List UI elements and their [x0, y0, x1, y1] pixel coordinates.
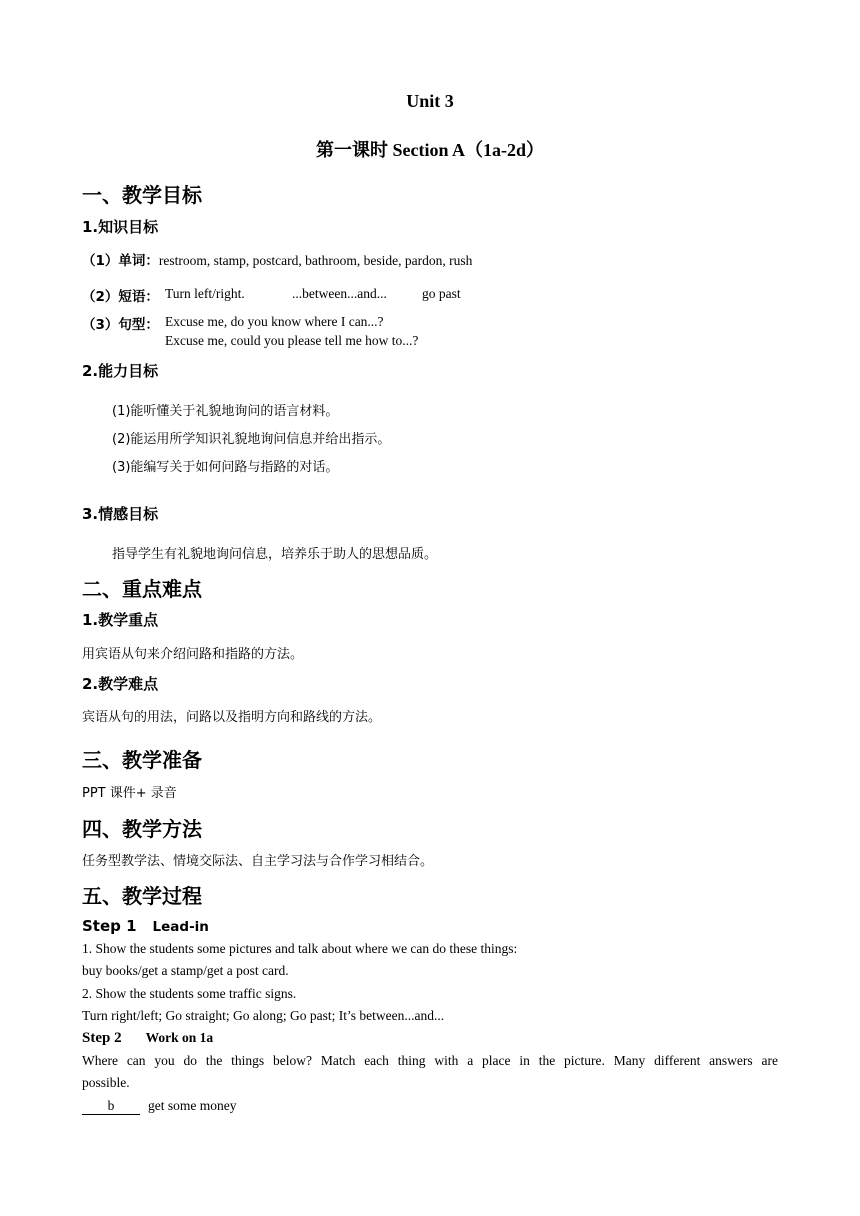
step-1-line-1: 1. Show the students some pictures and talk about where we can do these things:	[82, 941, 518, 956]
step-2-paragraph-end: possible.	[82, 1075, 130, 1090]
difficulty-text: 宾语从句的用法，问路以及指明方向和路线的方法。	[82, 710, 382, 725]
subheading-emotion: 3.情感目标	[82, 505, 159, 523]
step-1-line-4: Turn right/left; Go straight; Go along; Go past; It’s between...and...	[82, 1008, 445, 1023]
sentences-line	[82, 313, 159, 333]
methods-text: 任务型教学法、情境交际法、自主学习法与合作学习相结合。	[82, 854, 434, 869]
step-1-title: Lead-in	[152, 919, 209, 935]
words-label: （1）单词：	[82, 253, 159, 269]
phrase-2: ...between...and...	[292, 286, 387, 301]
section-heading-methods: 四、教学方法	[82, 817, 202, 841]
step-1-line-3: 2. Show the students some traffic signs.	[82, 986, 297, 1001]
preparation-text: PPT 课件+ 录音	[82, 786, 177, 801]
step-1-line-2: buy books/get a stamp/get a post card.	[82, 963, 289, 978]
ability-item-3: (3)能编写关于如何问路与指路的对话。	[112, 460, 339, 475]
step-1-heading	[82, 917, 209, 935]
subheading-knowledge: 1.知识目标	[82, 218, 159, 236]
match-item	[82, 1098, 236, 1115]
section-heading-preparation: 三、教学准备	[82, 748, 202, 772]
sentence-1: Excuse me, do you know where I can...?	[165, 314, 384, 329]
sentences-label: （3）句型：	[82, 317, 159, 333]
subheading-difficulty: 2.教学难点	[82, 675, 159, 693]
step-2-heading	[82, 1030, 213, 1047]
phrases-line	[82, 285, 159, 305]
subheading-key: 1.教学重点	[82, 611, 159, 629]
answer-blank[interactable]: b	[82, 1098, 140, 1115]
ability-item-1: (1)能听懂关于礼貌地询问的语言材料。	[112, 404, 339, 419]
section-heading-key-points: 二、重点难点	[82, 577, 202, 601]
section-heading-objectives: 一、教学目标	[82, 183, 202, 207]
lesson-title: 第一课时 Section A（1a-2d）	[315, 140, 544, 160]
step-2-paragraph: Where can you do the things below? Match each thing with a place in the picture. Many different answers are	[82, 1053, 778, 1068]
ability-item-2: (2)能运用所学知识礼貌地询问信息并给出指示。	[112, 432, 391, 447]
key-text: 用宾语从句来介绍问路和指路的方法。	[82, 647, 304, 662]
phrase-3: go past	[422, 286, 461, 301]
phrases-label: （2）短语：	[82, 289, 159, 305]
step-1-label: Step 1	[82, 917, 137, 935]
step-2-title: Work on 1a	[145, 1030, 214, 1045]
words-line	[82, 249, 472, 269]
phrase-1: Turn left/right.	[165, 286, 245, 301]
emotion-text: 指导学生有礼貌地询问信息，培养乐于助人的思想品质。	[112, 547, 438, 562]
section-heading-process: 五、教学过程	[82, 884, 202, 908]
step-2-label: Step 2	[82, 1030, 122, 1046]
subheading-ability: 2.能力目标	[82, 362, 159, 380]
words-text: restroom, stamp, postcard, bathroom, beside, pardon, rush	[158, 253, 473, 268]
unit-title: Unit 3	[406, 91, 454, 111]
match-item-text: get some money	[148, 1098, 237, 1113]
sentence-2: Excuse me, could you please tell me how to...?	[165, 333, 419, 348]
